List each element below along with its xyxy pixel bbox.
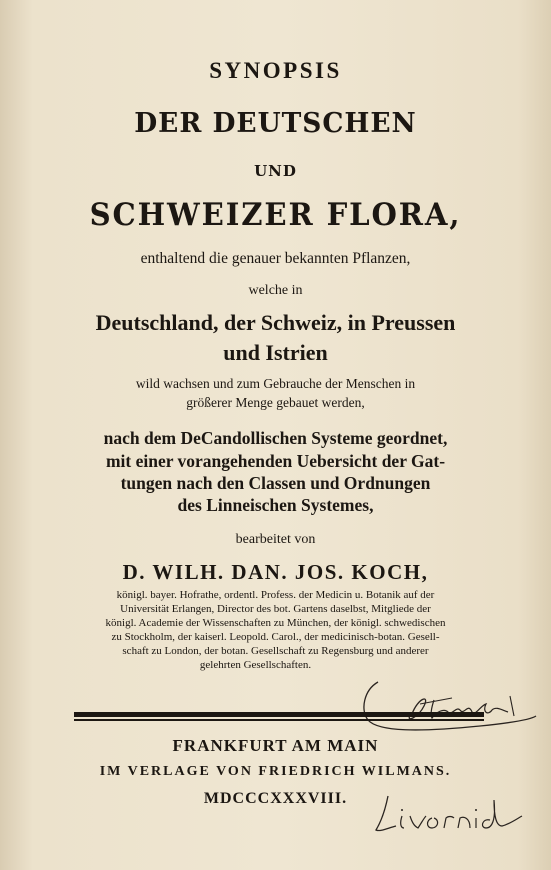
subtitle-wild-2: größerer Menge gebauet werden, [186, 395, 365, 410]
subtitle-regions-2: und Istrien [223, 340, 328, 365]
author-name: D. WILH. DAN. JOS. KOCH, [122, 560, 429, 584]
author-credentials-line: gelehrten Gesellschaften. [199, 659, 312, 671]
divider-thick [74, 712, 484, 717]
subtitle-enthaltend: enthaltend die genauer bekannten Pflanzen, [140, 250, 411, 267]
handwritten-signature-livornid [362, 790, 532, 840]
title-synopsis: SYNOPSIS [209, 58, 342, 83]
author-credentials-line: königl. bayer. Hofrathe, ordentl. Profess. der Medicin u. Botanik auf der [116, 589, 435, 601]
subtitle-system-2: mit einer vorangehenden Uebersicht der Gat- [105, 451, 446, 471]
subtitle-system-4: des Linneischen Systemes, [177, 495, 374, 515]
subtitle-wild-1: wild wachsen und zum Gebrauche der Menschen in [135, 376, 416, 391]
subtitle-system-3: tungen nach den Classen und Ordnungen [120, 473, 431, 493]
divider-thin [74, 719, 484, 721]
imprint-city: FRANKFURT AM MAIN [172, 736, 379, 755]
subtitle-system-1: nach dem DeCandollischen Systeme geordnet, [103, 428, 448, 448]
title-und: UND [254, 162, 297, 180]
imprint-year: MDCCCXXXVIII. [203, 790, 348, 807]
title-der-deutschen: DER DEUTSCHEN [134, 108, 417, 139]
author-credentials-line: schaft zu London, der botan. Gesellschaft zu Regensburg und anderer [122, 645, 429, 657]
handwritten-signature-stender [360, 676, 540, 738]
imprint-publisher: IM VERLAGE VON FRIEDRICH WILMANS. [99, 764, 452, 779]
author-credentials-line: zu Stockholm, der kaiserl. Leopold. Carol., der medicinisch-botan. Gesell- [111, 631, 440, 643]
subtitle-regions-1: Deutschland, der Schweiz, in Preussen [95, 310, 456, 335]
title-schweizer-flora: SCHWEIZER FLORA, [89, 197, 462, 233]
author-credentials-line: Universität Erlangen, Director des bot. Gartens daselbst, Mitgliede der [120, 603, 431, 615]
bearbeitet-von: bearbeitet von [235, 532, 316, 547]
subtitle-welche-in: welche in [248, 283, 303, 298]
author-credentials-line: königl. Academie der Wissenschaften zu München, der königl. schwedischen [105, 617, 446, 629]
